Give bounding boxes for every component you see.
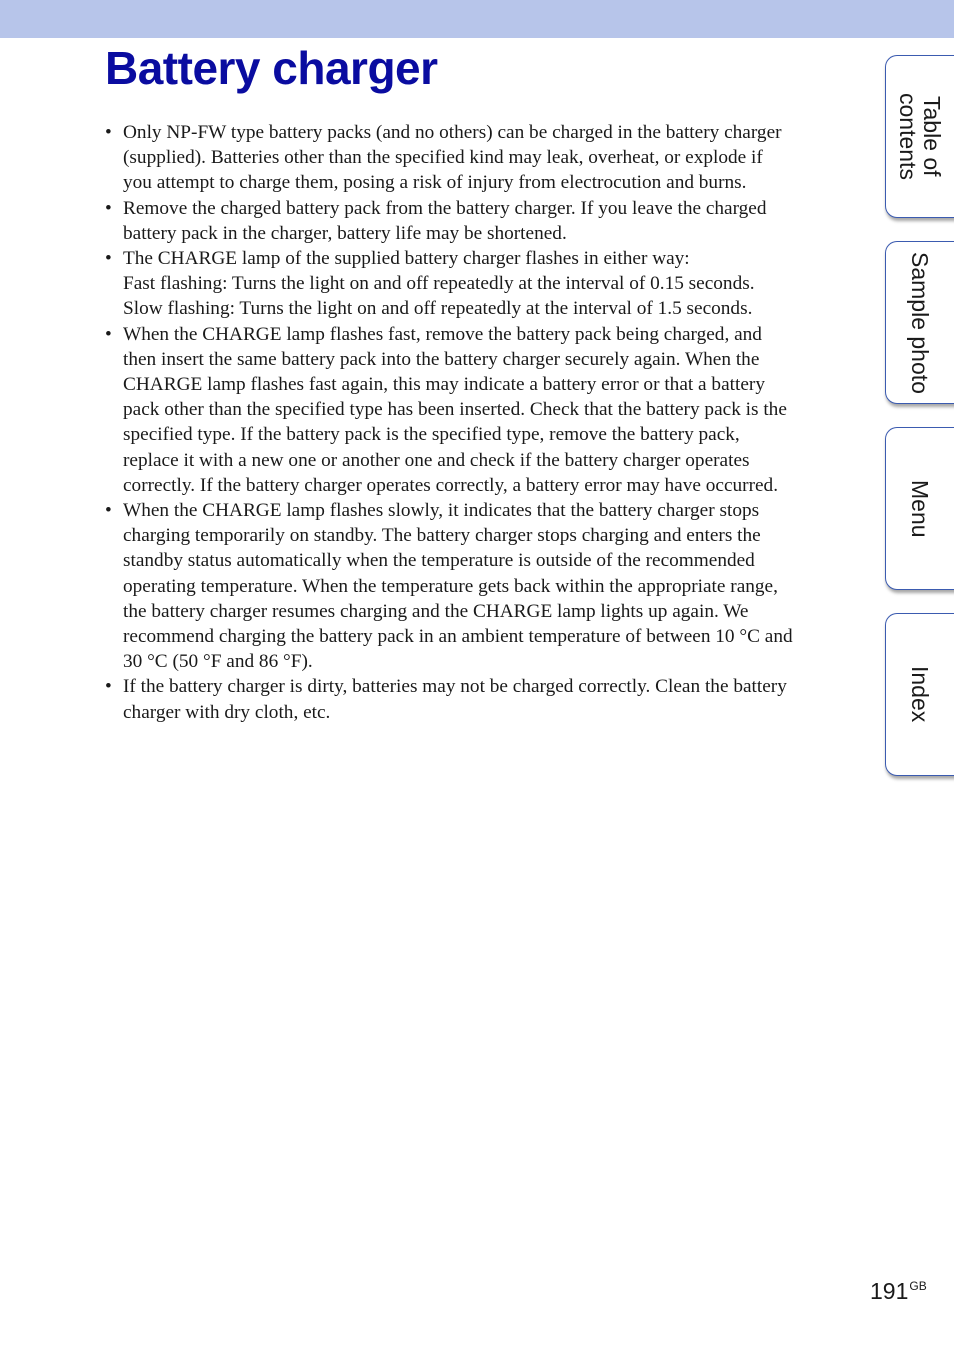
page-number: [870, 1278, 927, 1305]
list-item: [105, 196, 850, 246]
text-line: CHARGE lamp flashes fast again, this may indicate a battery error or that a battery: [123, 374, 765, 396]
text-line: the battery charger resumes charging and the CHARGE lamp lights up again. We: [123, 600, 749, 622]
text-line: The CHARGE lamp of the supplied battery charger flashes in either way:: [123, 248, 690, 270]
text-line: correctly. If the battery charger operates correctly, a battery error may have occurred.: [123, 474, 779, 496]
bullet-marker: •: [105, 197, 112, 219]
text-line: operating temperature. When the temperature gets back within the appropriate range,: [123, 575, 778, 597]
tab-label: Table of contents: [895, 93, 945, 180]
list-item: [105, 498, 850, 674]
text-line: When the CHARGE lamp flashes fast, remove the battery pack being charged, and: [123, 323, 762, 345]
tab-index[interactable]: [885, 613, 954, 776]
text-line: battery pack in the charger, battery life may be shortened.: [123, 222, 567, 244]
page-title: Battery charger: [105, 42, 438, 94]
text-line: Only NP-FW type battery packs (and no others) can be charged in the battery charger: [123, 122, 782, 143]
text-line: (supplied). Batteries other than the specified kind may leak, overheat, or explode if: [123, 147, 763, 169]
text-line: Slow flashing: Turns the light on and off repeatedly at the interval of 1.5 seconds.: [123, 298, 753, 320]
text-line: pack other than the specified type has been inserted. Check that the battery pack is the: [123, 399, 787, 421]
list-item: [105, 674, 850, 724]
text-line: you attempt to charge them, posing a risk of injury from electrocution and burns.: [123, 172, 747, 194]
tab-label: Index: [907, 666, 933, 723]
bullet-list: [105, 120, 850, 725]
tab-sample-photo[interactable]: [885, 241, 954, 404]
list-item: [105, 120, 850, 196]
tab-label: Sample photo: [907, 251, 933, 394]
text-line: Fast flashing: Turns the light on and off repeatedly at the interval of 0.15 seconds.: [123, 273, 755, 295]
text-line: Remove the charged battery pack from the battery charger. If you leave the charged: [123, 197, 767, 219]
text-line: charger with dry cloth, etc.: [123, 701, 331, 723]
tab-menu[interactable]: [885, 427, 954, 590]
text-line: If the battery charger is dirty, batteries may not be charged correctly. Clean the battery: [123, 676, 787, 698]
tab-label: Menu: [907, 479, 933, 538]
text-line: charging temporarily on standby. The battery charger stops charging and enters the: [123, 525, 761, 547]
text-line: 30 °C (50 °F and 86 °F).: [123, 651, 313, 673]
list-item: [105, 246, 850, 322]
text-line: When the CHARGE lamp flashes slowly, it indicates that the battery charger stops: [123, 500, 760, 522]
page-number-value: 191: [870, 1278, 909, 1304]
text-line: specified type. If the battery pack is the specified type, remove the battery pack,: [123, 424, 740, 446]
bullet-marker: •: [105, 248, 112, 270]
tab-table-of-contents[interactable]: [885, 55, 954, 218]
page-region-suffix: GB: [909, 1279, 927, 1293]
bullet-marker: •: [105, 122, 112, 143]
text-line: then insert the same battery pack into the battery charger securely again. When the: [123, 348, 760, 370]
list-item: [105, 322, 850, 498]
bullet-marker: •: [105, 500, 112, 522]
text-line: standby status automatically when the temperature is outside of the recommended: [123, 550, 755, 572]
header-band: [0, 0, 954, 38]
text-line: replace it with a new one or another one and check if the battery charger operates: [123, 449, 750, 471]
text-line: recommend charging the battery pack in an ambient temperature of between 10 °C and: [123, 626, 793, 648]
bullet-marker: •: [105, 323, 112, 345]
bullet-marker: •: [105, 676, 112, 698]
